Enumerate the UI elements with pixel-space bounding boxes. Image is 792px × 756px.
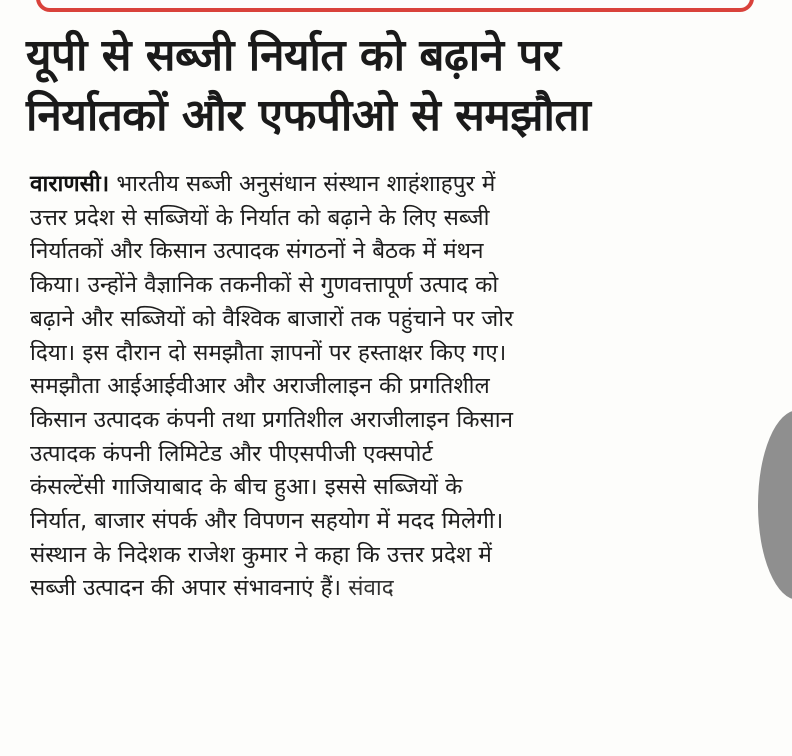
article-line-9: उत्पादक कंपनी लिमिटेड और पीएसपीजी एक्सपोर्ट: [30, 440, 433, 467]
article-line-8: किसान उत्पादक कंपनी तथा प्रगतिशील अराजीलाइन किसान: [30, 406, 514, 433]
article-line-2: उत्तर प्रदेश से सब्जियों के निर्यात को बढ़ाने के लिए सब्जी: [30, 204, 490, 231]
article-line-7: समझौता आईआईवीआर और अराजीलाइन की प्रगतिशील: [30, 373, 490, 400]
previous-article-box: [36, 0, 754, 12]
article-line-13-text: सब्जी उत्पादन की अपार संभावनाएं हैं।: [30, 575, 342, 602]
byline: संवाद: [341, 575, 394, 602]
article-line-12: संस्थान के निदेशक राजेश कुमार ने कहा कि उत्तर प्रदेश में: [30, 541, 492, 568]
article-line-11: निर्यात, बाजार संपर्क और विपणन सहयोग में मदद मिलेगी।: [30, 508, 504, 535]
article-line-5: बढ़ाने और सब्जियों को वैश्विक बाजारों तक पहुंचाने पर जोर: [30, 305, 514, 332]
article-line-6: दिया। इस दौरान दो समझौता ज्ञापनों पर हस्ताक्षर किए गए।: [30, 339, 507, 366]
article-body: [30, 168, 775, 606]
article-line-10: कंसल्टेंसी गाजियाबाद के बीच हुआ। इससे सब्जियों के: [30, 474, 463, 501]
headline: [26, 26, 766, 146]
headline-line-2: निर्यातकों और एफपीओ से समझौता: [26, 90, 591, 141]
article-line-1-text: भारतीय सब्जी अनुसंधान संस्थान शाहंशाहपुर में: [109, 171, 496, 197]
article-line-4: किया। उन्होंने वैज्ञानिक तकनीकों से गुणवत्तापूर्ण उत्पाद को: [30, 272, 499, 299]
dateline: वाराणसी।: [30, 171, 110, 197]
article-line-3: निर्यातकों और किसान उत्पादक संगठनों ने बैठक में मंथन: [30, 238, 484, 265]
article-line-1: [30, 168, 775, 202]
headline-line-1: यूपी से सब्जी निर्यात को बढ़ाने पर: [26, 30, 561, 81]
article-line-13: [30, 572, 775, 606]
